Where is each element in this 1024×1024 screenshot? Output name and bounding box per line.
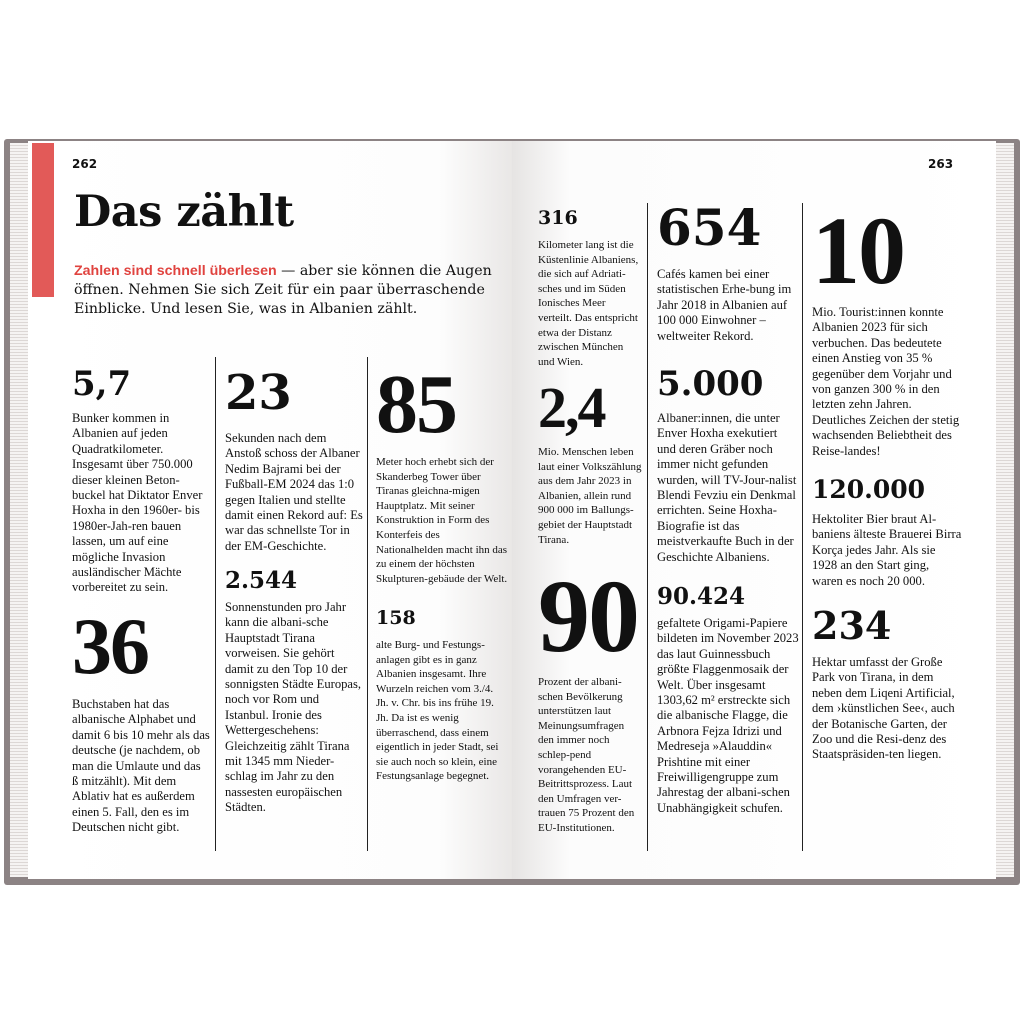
- fact-block: [812, 197, 962, 459]
- fact-number: 2,4: [538, 375, 605, 440]
- intro-paragraph: [74, 262, 494, 319]
- fact-block: [225, 365, 363, 554]
- fact-block: [812, 477, 962, 589]
- fact-text: Sekunden nach dem Anstoß schoss der Albaner Nedim Bajrami bei der Fußball-EM 2024 das 1:0 gegen Italien und stellte damit einen Rekord auf: Es war das schnellste Tor in der EM-Geschichte.: [225, 431, 363, 553]
- left-page: [28, 141, 512, 879]
- fact-number: 10: [812, 197, 904, 304]
- intro-text: — aber sie können die Augen öffnen. Nehmen Sie sich Zeit für ein paar überraschende Einblicke. Und lesen Sie, was in Albanien zählt.: [74, 263, 492, 317]
- column-divider: [647, 203, 648, 851]
- fact-number: 90.424: [657, 583, 746, 610]
- fact-block: [812, 603, 962, 763]
- fact-text: Cafés kamen bei einer statistischen Erhe-bung im Jahr 2018 in Albanien auf 100 000 Einwohner – weltweiter Rekord.: [657, 267, 792, 343]
- fact-text: alte Burg- und Festungs-anlagen gibt es in ganz Albanien insgesamt. Ihre Wurzeln reichen vom 3./4. Jh. v. Chr. bis ins frühe 19. Jh. Da ist es wenig überraschend, dass einem eigentlich in jeder Stadt, sei sie auch noch so klein, eine Festungsanlage begegnet.: [376, 639, 499, 783]
- fact-text: Prozent der albani-schen Bevölkerung unterstützen laut Meinungsumfragen den immer noch schlep-pend vorangehenden EU-Beitrittsprozess. Laut den Umfragen ver-trauen 75 Prozent den EU-Institutionen.: [538, 676, 635, 834]
- fact-text: Bunker kommen in Albanien auf jeden Quadratkilometer. Insgesamt über 750.000 dieser kleinen Beton-buckel hat Diktator Enver Hoxha in den 1960er- bis 1980er-Jah-ren bauen lassen, um auf eine mögliche Invasion ausländischer Mächte vorbereitet zu sein.: [72, 411, 203, 595]
- right-page: [512, 141, 996, 879]
- fact-text: Hektoliter Bier braut Al-baniens älteste Brauerei Birra Korça jedes Jahr. Als sie 1928 an den Start ging, waren es noch 20 000.: [812, 512, 962, 588]
- fact-text: Kilometer lang ist die Küstenlinie Albaniens, die sich auf Adriati-sches und im Süden Ionisches Meer verteilt. Das entspricht etwa der Distanz zwischen München und Wien.: [538, 239, 639, 368]
- intro-highlight: Zahlen sind schnell überlesen: [74, 263, 277, 279]
- fact-number: 120.000: [812, 475, 926, 504]
- page-number-left: 262: [72, 157, 98, 171]
- fact-number: 23: [225, 365, 292, 421]
- fact-text: Albaner:innen, die unter Enver Hoxha exekutiert und deren Gräber noch immer nicht gefunden wurden, will TV-Jour-nalist Blendi Fevziu ein Denkmal errichten. Seine Hoxha-Biografie ist das meistverkaufte Buch in der Geschichte Albaniens.: [657, 411, 797, 564]
- fact-block: [72, 603, 210, 836]
- fact-block: [538, 209, 642, 369]
- fact-number: 2.544: [225, 567, 298, 594]
- fact-number: 36: [72, 603, 148, 691]
- column-divider: [802, 203, 803, 851]
- fact-number: 90: [538, 559, 638, 674]
- fact-number: 85: [376, 358, 456, 451]
- fact-block: [657, 364, 799, 565]
- fact-number: 316: [538, 207, 578, 229]
- fact-text: Buchstaben hat das albanische Alphabet und damit 6 bis 10 mehr als das deutsche (je nachdem, ob man die Umlaute und das ß mitzählt). Mit dem Ablativ hat es außerdem einen 5. Fall, den es im Deutschen nicht gibt.: [72, 697, 210, 835]
- fact-number: 5.000: [657, 364, 764, 404]
- fact-block: [225, 569, 363, 816]
- page-number-right: 263: [928, 157, 954, 171]
- fact-block: [538, 559, 642, 836]
- fact-number: 158: [376, 607, 416, 629]
- fact-number: 5,7: [72, 364, 132, 404]
- red-accent-bar: [32, 143, 54, 297]
- column-divider: [367, 357, 368, 851]
- fact-text: Mio. Menschen leben laut einer Volkszählung aus dem Jahr 2023 in Albanien, allein rund 900 000 im Ballungs-gebiet der Hauptstadt Tirana.: [538, 446, 642, 546]
- fact-block: [376, 358, 508, 586]
- fact-block: [376, 609, 508, 784]
- fact-number: 654: [657, 198, 762, 257]
- fact-number: 234: [812, 603, 892, 648]
- fact-text: Mio. Tourist:innen konnte Albanien 2023 für sich verbuchen. Das bedeutete einen Anstieg von 35 % gegenüber dem Vorjahr und von ganzen 300 % in den letzten zehn Jahren. Deutliches Zeichen der stetig wachsenden Beliebtheit des Reise-landes!: [812, 305, 960, 458]
- fact-text: gefaltete Origami-Papiere bildeten im November 2023 das laut Guinnessbuch größte Flaggenmosaik der Welt. Über insgesamt 1303,62 m² erstreckte sich die albanische Flagge, die Arbnora Fejza Idrizi und Medreseja »Alauddin« Prishtine mit einer Freiwilligengruppe zum Jahrestag der albani-schen Unabhängigkeit schufen.: [657, 616, 799, 815]
- fact-text: Meter hoch erhebt sich der Skanderbeg Tower über Tiranas gleichna-migen Hauptplatz. Mit seiner Konstruktion in Form des Konterfeis des Nationalhelden macht ihn das zu einem der höchsten Skulpturen-gebäude der Welt.: [376, 456, 508, 585]
- column-divider: [215, 357, 216, 851]
- fact-block: [538, 375, 642, 547]
- fact-block: [72, 364, 210, 596]
- page-title: Das zählt: [74, 187, 294, 237]
- open-book: [0, 137, 1024, 889]
- fact-block: [657, 585, 799, 816]
- fact-text: Hektar umfasst der Große Park von Tirana, in dem neben dem Liqeni Artificial, dem ›künstlichen See‹, auch der Botanische Garten, der Zoo und die Resi-denz des Staatspräsiden-ten liegen.: [812, 655, 955, 762]
- fact-block: [657, 198, 799, 344]
- fact-text: Sonnenstunden pro Jahr kann die albani-sche Hauptstadt Tirana vorweisen. Sie gehört damit zu den Top 10 der sonnigsten Städte Europas, noch vor Rom und Istanbul. Ironie des Wettergeschehens: Gleichzeitig zählt Tirana mit 1345 mm Nieder-schlag im Jahr zu den nassesten europäischen Städten.: [225, 600, 362, 815]
